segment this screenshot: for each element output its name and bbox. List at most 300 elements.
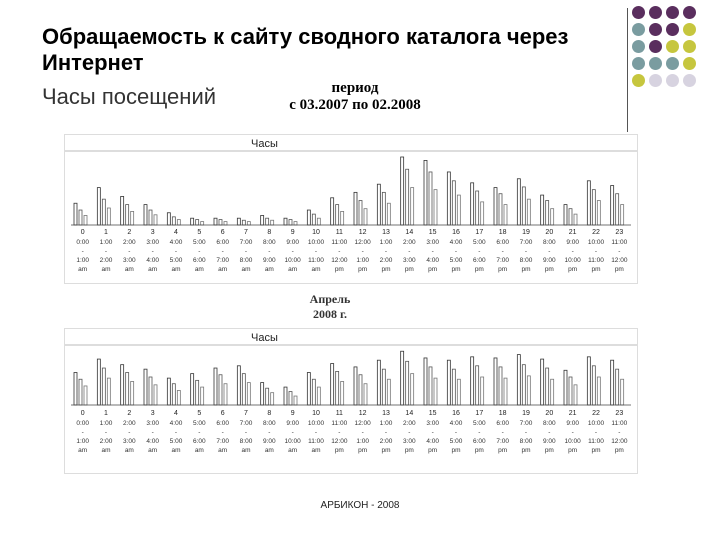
chart-time-label: am: [194, 447, 204, 454]
chart-tick-label: 4: [174, 410, 178, 417]
chart-bar: [219, 375, 222, 405]
chart-time-label: -: [268, 429, 271, 436]
chart-time-label: 11:00: [331, 239, 348, 246]
chart-bar: [434, 378, 437, 405]
chart-time-label: pm: [498, 266, 508, 273]
chart-bar: [237, 218, 240, 225]
chart-time-label: -: [384, 248, 388, 255]
chart-period: [64, 134, 638, 284]
chart-bar: [307, 373, 310, 405]
chart-time-label: 5:00: [449, 438, 463, 445]
chart-time-label: am: [148, 266, 158, 273]
chart-bar: [564, 370, 567, 405]
chart-time-label: 0:00: [76, 239, 89, 246]
chart-time-label: 7:00: [519, 420, 533, 427]
chart-bar: [574, 385, 577, 405]
chart-time-label: -: [174, 429, 178, 436]
chart-time-label: pm: [544, 447, 554, 454]
chart-time-label: am: [264, 266, 274, 273]
april-month: Апрель: [309, 292, 351, 306]
chart-tick-label: 11: [335, 410, 343, 417]
chart-bar: [121, 196, 124, 225]
chart-tick-label: 8: [267, 410, 272, 417]
chart-bar: [214, 218, 217, 225]
chart-time-label: 8:00: [263, 239, 276, 246]
chart-bar: [494, 188, 497, 225]
chart-time-label: 1:00: [356, 438, 369, 445]
chart-bar: [126, 373, 129, 405]
chart-time-label: -: [221, 248, 224, 255]
chart-bar: [261, 383, 264, 405]
chart-bar: [341, 211, 344, 225]
chart-time-label: pm: [614, 447, 624, 454]
chart-time-label: 8:00: [239, 438, 253, 445]
chart-tick-label: 1: [104, 229, 108, 236]
chart-time-label: 7:00: [239, 239, 253, 246]
chart-time-label: 6:00: [216, 420, 229, 427]
chart-time-label: am: [264, 447, 274, 454]
chart-time-label: 5:00: [473, 239, 486, 246]
chart-bar: [79, 379, 82, 405]
chart-bar: [341, 381, 344, 405]
chart-time-label: 4:00: [146, 257, 159, 264]
chart-time-label: -: [151, 429, 154, 436]
chart-time-label: 7:00: [216, 257, 229, 264]
chart-time-label: -: [618, 429, 621, 436]
chart-time-label: pm: [591, 447, 601, 454]
chart-time-label: 7:00: [216, 438, 229, 445]
chart-time-label: 2:00: [99, 438, 113, 445]
chart-tick-label: 6: [220, 229, 225, 236]
decorative-dot: [666, 6, 679, 19]
chart-bar: [387, 379, 390, 405]
chart-time-label: 7:00: [496, 257, 509, 264]
chart-time-label: am: [218, 447, 228, 454]
chart-time-label: -: [571, 248, 574, 255]
chart-time-label: 3:00: [426, 420, 439, 427]
chart-bar: [551, 209, 554, 225]
chart-tick-label: 7: [244, 229, 248, 236]
chart-bar: [336, 371, 339, 405]
chart-bar: [79, 210, 82, 225]
chart-time-label: 2:00: [403, 420, 416, 427]
chart-time-label: 9:00: [286, 420, 299, 427]
period-range: с 03.2007 по 02.2008: [289, 97, 421, 113]
chart-time-label: 12:00: [354, 420, 371, 427]
chart-bar: [242, 374, 245, 405]
chart-time-label: am: [101, 266, 111, 273]
chart-bar: [377, 360, 380, 405]
chart-bar: [219, 220, 222, 225]
chart-bar: [411, 188, 414, 225]
chart-time-label: 1:00: [99, 239, 113, 246]
decorative-dot: [632, 6, 645, 19]
chart-time-label: pm: [334, 266, 344, 273]
chart-bar: [471, 183, 474, 225]
chart-time-label: pm: [568, 266, 578, 273]
chart-bar: [289, 220, 292, 225]
chart-time-label: 4:00: [426, 438, 439, 445]
chart-tick-label: 23: [615, 410, 624, 417]
chart-time-label: am: [311, 447, 321, 454]
chart-time-label: 12:00: [331, 438, 348, 445]
chart-time-label: 12:00: [611, 257, 628, 264]
chart-tick-label: 19: [522, 229, 530, 236]
chart-time-label: 6:00: [216, 239, 229, 246]
chart-time-label: 7:00: [239, 420, 253, 427]
chart-time-label: 11:00: [331, 420, 348, 427]
chart-bar: [359, 375, 362, 405]
chart-time-label: 8:00: [543, 239, 556, 246]
chart-bar: [447, 172, 450, 225]
chart-time-label: pm: [334, 447, 344, 454]
chart-bar: [237, 366, 240, 405]
chart-time-label: 9:00: [286, 239, 299, 246]
chart-time-label: -: [198, 248, 201, 255]
chart-bar: [546, 201, 549, 225]
chart-tick-label: 2: [127, 410, 132, 417]
chart-bar: [74, 203, 77, 225]
chart-tick-label: 7: [244, 410, 248, 417]
chart-bar: [191, 374, 194, 405]
chart-time-label: 8:00: [263, 420, 276, 427]
chart-time-label: -: [81, 429, 84, 436]
chart-bar: [154, 215, 157, 225]
chart-time-label: 5:00: [473, 420, 486, 427]
chart-bar: [621, 379, 624, 405]
chart-bar: [107, 208, 110, 225]
chart-bar: [266, 388, 269, 405]
chart-bar: [587, 181, 590, 225]
chart-bar: [331, 198, 334, 225]
chart-time-label: -: [571, 429, 574, 436]
chart-time-label: 1:00: [356, 257, 369, 264]
chart-bar: [499, 367, 502, 405]
chart-bar: [271, 220, 274, 225]
chart-bar: [621, 205, 624, 225]
chart-bar: [447, 360, 450, 405]
chart-time-label: pm: [404, 266, 414, 273]
chart-time-label: 3:00: [123, 438, 136, 445]
chart-time-label: 10:00: [284, 257, 301, 264]
chart-time-label: 3:00: [146, 239, 159, 246]
chart-bar: [317, 387, 320, 405]
chart-time-label: 3:00: [123, 257, 136, 264]
chart-bar: [494, 358, 497, 405]
chart-tick-label: 3: [150, 229, 155, 236]
chart-time-label: -: [524, 248, 528, 255]
chart-time-label: pm: [381, 266, 391, 273]
chart-bar: [242, 220, 245, 225]
chart-bar: [201, 387, 204, 405]
chart-tick-label: 4: [174, 229, 178, 236]
chart-time-label: -: [244, 248, 248, 255]
chart-time-label: pm: [474, 447, 484, 454]
footer-text: АРБИКОН - 2008: [320, 500, 400, 511]
chart-time-label: -: [244, 429, 248, 436]
chart-tick-label: 22: [592, 229, 600, 236]
chart-bar: [121, 365, 124, 405]
chart-bar: [312, 379, 315, 405]
chart-time-label: 3:00: [426, 239, 439, 246]
chart-tick-label: 16: [452, 410, 460, 417]
chart-time-label: pm: [521, 447, 531, 454]
chart-time-label: -: [408, 429, 411, 436]
chart-tick-label: 9: [290, 410, 295, 417]
chart-time-label: 6:00: [193, 257, 206, 264]
chart-bar: [499, 194, 502, 225]
chart-bar: [377, 184, 380, 225]
chart-time-label: 11:00: [588, 257, 604, 264]
chart-time-label: am: [311, 266, 321, 273]
chart-bar: [541, 359, 544, 405]
chart-time-label: -: [594, 248, 598, 255]
chart-bar: [406, 169, 409, 225]
chart-time-label: pm: [498, 447, 508, 454]
chart-bar: [144, 205, 147, 225]
chart-bar: [261, 215, 264, 225]
chart-time-label: 1:00: [379, 420, 393, 427]
chart-bar: [149, 210, 152, 225]
chart-time-label: -: [384, 429, 388, 436]
chart-bar: [102, 368, 105, 405]
chart-bar: [546, 368, 549, 405]
chart-tick-label: 9: [290, 229, 295, 236]
chart-tick-label: 6: [220, 410, 225, 417]
chart-time-label: 10:00: [307, 420, 325, 427]
chart-tick-label: 22: [592, 410, 600, 417]
chart-time-label: 1:00: [379, 239, 393, 246]
period-label: [270, 80, 440, 114]
chart-time-label: 4:00: [449, 420, 463, 427]
chart-bar: [611, 360, 614, 405]
chart-time-label: 8:00: [543, 420, 556, 427]
chart-time-label: am: [194, 266, 204, 273]
chart-time-label: 4:00: [169, 420, 183, 427]
decorative-dot: [632, 74, 645, 87]
chart-time-label: 2:00: [99, 257, 113, 264]
chart-time-label: -: [104, 429, 108, 436]
chart-tick-label: 2: [127, 229, 132, 236]
chart-time-label: 10:00: [587, 239, 605, 246]
chart-tick-label: 11: [335, 229, 343, 236]
chart-april-svg: [65, 329, 637, 473]
chart-bar: [401, 157, 404, 225]
chart-time-label: -: [524, 429, 528, 436]
decorative-dot: [666, 23, 679, 36]
chart-bar: [354, 367, 357, 405]
chart-bar: [172, 217, 175, 225]
chart-time-label: am: [171, 266, 181, 273]
chart-time-label: pm: [404, 447, 414, 454]
chart-time-label: 5:00: [193, 420, 206, 427]
chart-time-label: 4:00: [169, 239, 183, 246]
chart-time-label: -: [151, 248, 154, 255]
chart-bar: [266, 218, 269, 225]
decorative-dot: [649, 57, 662, 70]
chart-time-label: 8:00: [519, 257, 533, 264]
chart-time-label: 1:00: [99, 420, 113, 427]
chart-time-label: pm: [474, 266, 484, 273]
chart-bar: [611, 186, 614, 225]
chart-time-label: am: [78, 447, 88, 454]
chart-bar: [284, 218, 287, 225]
chart-time-label: pm: [451, 266, 461, 273]
chart-tick-label: 1: [104, 410, 108, 417]
chart-time-label: 5:00: [449, 257, 463, 264]
chart-tick-label: 17: [475, 229, 484, 236]
chart-time-label: -: [338, 248, 341, 255]
chart-bar: [247, 222, 250, 225]
april-label: [290, 292, 370, 322]
chart-bar: [102, 199, 105, 225]
chart-time-label: -: [478, 248, 481, 255]
chart-time-label: -: [128, 248, 131, 255]
chart-title: Часы: [251, 138, 278, 150]
chart-time-label: pm: [428, 266, 438, 273]
chart-bar: [504, 378, 507, 405]
chart-bar: [359, 201, 362, 225]
chart-bar: [131, 211, 134, 225]
chart-bar: [289, 392, 292, 405]
chart-time-label: -: [361, 429, 364, 436]
chart-bar: [284, 387, 287, 405]
chart-time-label: 2:00: [123, 239, 136, 246]
chart-bar: [434, 190, 437, 225]
decorative-dot: [666, 57, 679, 70]
chart-tick-label: 12: [358, 410, 367, 417]
chart-bar: [74, 373, 77, 405]
chart-bar: [84, 386, 87, 405]
decorative-dot: [683, 23, 696, 36]
chart-time-label: 7:00: [496, 438, 509, 445]
chart-time-label: am: [148, 447, 158, 454]
decorative-dot: [649, 6, 662, 19]
chart-april: [64, 328, 638, 474]
chart-time-label: 3:00: [403, 257, 416, 264]
chart-bar: [364, 384, 367, 405]
chart-time-label: 11:00: [308, 257, 324, 264]
chart-time-label: am: [288, 266, 298, 273]
chart-time-label: -: [548, 429, 551, 436]
chart-time-label: -: [478, 429, 481, 436]
chart-time-label: -: [408, 248, 411, 255]
chart-bar: [424, 160, 427, 225]
chart-time-label: 7:00: [519, 239, 533, 246]
chart-period-svg: [65, 135, 637, 283]
chart-bar: [312, 214, 315, 225]
chart-bar: [294, 222, 297, 225]
chart-bar: [551, 379, 554, 405]
chart-time-label: 11:00: [611, 420, 628, 427]
slide-subtitle: Часы посещений: [42, 84, 217, 109]
decorative-dot: [649, 40, 662, 53]
decorative-dot: [649, 23, 662, 36]
chart-time-label: -: [361, 248, 364, 255]
chart-time-label: -: [128, 429, 131, 436]
chart-bar: [592, 366, 595, 405]
chart-tick-label: 3: [150, 410, 155, 417]
chart-time-label: am: [78, 266, 88, 273]
chart-time-label: 0:00: [76, 420, 89, 427]
chart-time-label: pm: [544, 266, 554, 273]
chart-time-label: pm: [451, 447, 461, 454]
chart-bar: [214, 368, 217, 405]
chart-bar: [271, 393, 274, 405]
chart-tick-label: 0: [80, 229, 85, 236]
chart-bar: [224, 222, 227, 225]
chart-tick-label: 12: [358, 229, 367, 236]
chart-bar: [336, 205, 339, 225]
chart-bar: [564, 205, 567, 225]
chart-tick-label: 23: [615, 229, 624, 236]
decorative-dot: [632, 23, 645, 36]
chart-time-label: 11:00: [588, 438, 604, 445]
chart-tick-label: 20: [545, 410, 554, 417]
chart-time-label: 10:00: [284, 438, 301, 445]
chart-time-label: 5:00: [169, 257, 183, 264]
chart-bar: [527, 376, 530, 405]
chart-tick-label: 5: [197, 229, 202, 236]
chart-bar: [527, 199, 530, 225]
chart-bar: [406, 361, 409, 405]
chart-bar: [196, 380, 199, 405]
chart-time-label: 11:00: [308, 438, 324, 445]
chart-time-label: am: [101, 447, 111, 454]
chart-time-label: 12:00: [331, 257, 348, 264]
chart-time-label: -: [431, 248, 434, 255]
chart-bar: [481, 377, 484, 405]
chart-tick-label: 0: [80, 410, 85, 417]
chart-time-label: 9:00: [566, 420, 579, 427]
chart-tick-label: 8: [267, 229, 272, 236]
chart-bar: [616, 369, 619, 405]
chart-bar: [424, 358, 427, 405]
chart-time-label: -: [618, 248, 621, 255]
chart-time-label: 5:00: [193, 239, 206, 246]
chart-time-label: 6:00: [473, 257, 486, 264]
chart-time-label: am: [241, 447, 251, 454]
chart-bar: [452, 181, 455, 225]
chart-bar: [149, 377, 152, 405]
chart-time-label: -: [314, 429, 318, 436]
chart-time-label: 9:00: [543, 257, 556, 264]
chart-time-label: 6:00: [473, 438, 486, 445]
chart-tick-label: 21: [568, 229, 577, 236]
chart-tick-label: 21: [568, 410, 577, 417]
chart-bar: [331, 364, 334, 405]
chart-time-label: 10:00: [564, 257, 581, 264]
chart-tick-label: 5: [197, 410, 202, 417]
chart-bar: [167, 213, 170, 225]
chart-bar: [97, 359, 100, 405]
chart-bar: [471, 357, 474, 405]
chart-time-label: -: [314, 248, 318, 255]
chart-bar: [191, 218, 194, 225]
chart-bar: [172, 384, 175, 405]
chart-time-label: am: [171, 447, 181, 454]
chart-time-label: am: [124, 266, 134, 273]
chart-time-label: 4:00: [426, 257, 439, 264]
chart-bar: [107, 378, 110, 405]
chart-bar: [597, 377, 600, 405]
chart-bar: [569, 209, 572, 225]
decorative-dot: [632, 40, 645, 53]
chart-tick-label: 13: [382, 410, 390, 417]
decorative-dot: [666, 40, 679, 53]
chart-time-label: 2:00: [403, 239, 416, 246]
chart-time-label: -: [198, 429, 201, 436]
